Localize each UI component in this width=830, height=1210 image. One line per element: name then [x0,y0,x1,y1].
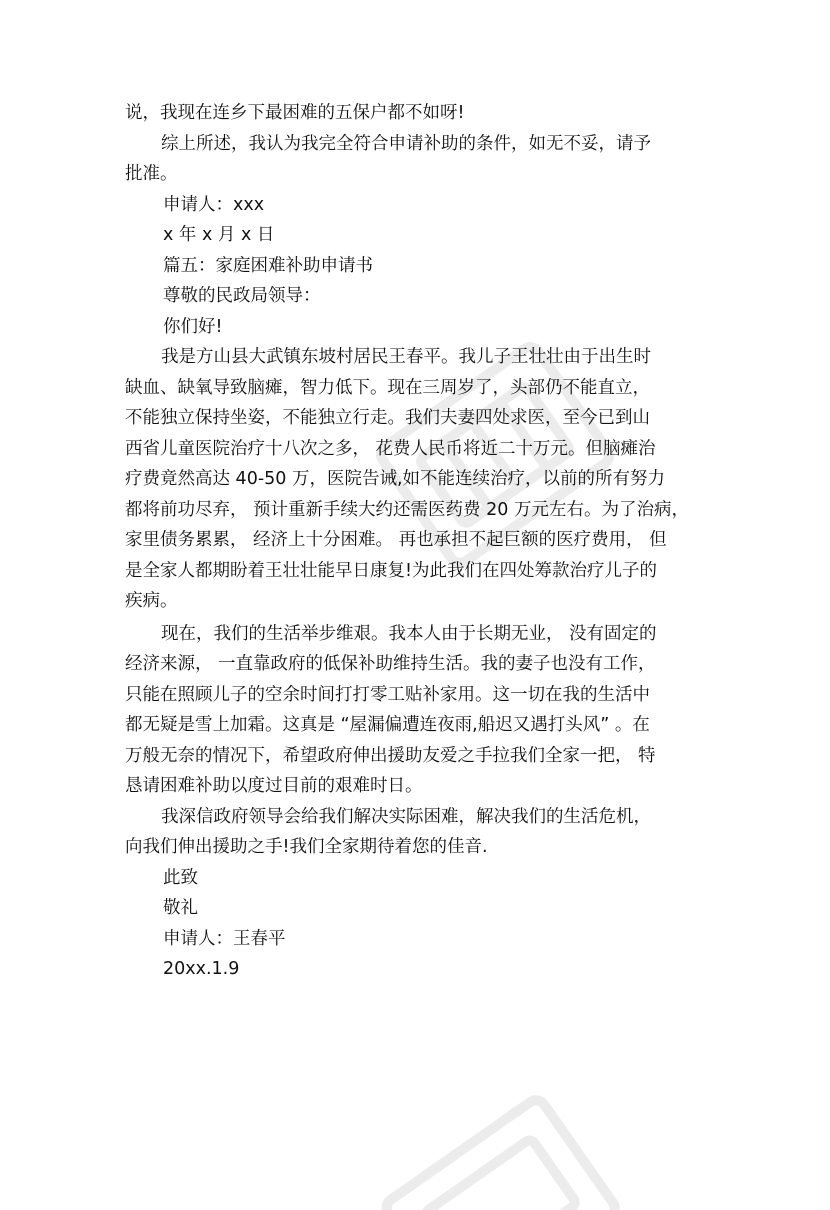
text-line: 经济来源， 一直靠政府的低保补助维持生活。我的妻子也没有工作， [125,654,656,674]
salutation: 尊敬的民政局领导： [163,286,321,306]
text-line: 说，我现在连乡下最困难的五保户都不如呀! [125,103,465,123]
text-line: 是全家人都期盼着王壮壮能早日康复!为此我们在四处筹款治疗儿子的 [125,560,658,581]
text-line: 只能在照顾儿子的空余时间打打零工贴补家用。这一切在我的生活中 [125,684,650,705]
section-title: 篇五：家庭困难补助申请书 [163,255,373,276]
document-body [125,98,705,985]
text-line: 缺血、缺氧导致脑瘫，智力低下。现在三周岁了，头部仍不能直立， [125,377,650,398]
text-line: 恳请困难补助以度过目前的艰难时日。 [125,776,423,796]
text-line: 我是方山县大武镇东坡村居民王春平。我儿子王壮壮由于出生时 [161,347,651,367]
text-line: 我深信政府领导会给我们解决实际困难，解决我们的生活危机， [161,806,651,827]
text-line: 都将前功尽弃， 预计重新手续大约还需医药费 20 万元左右。为了治病， [125,499,689,520]
date-line: x 年 x 月 x 日 [163,225,275,245]
text-line: 向我们伸出援助之手!我们全家期待着您的佳音. [125,837,488,857]
text-line: 现在，我们的生活举步维艰。我本人由于长期无业， 没有固定的 [161,623,657,644]
text-line: 疾病。 [125,591,178,611]
greeting: 你们好! [163,316,223,337]
text-line: 家里债务累累， 经济上十分困难。 再也承担不起巨额的医疗费用， 但 [125,530,667,550]
text-line: 批准。 [125,164,178,184]
text-line: 万般无奈的情况下，希望政府伸出援助友爱之手拉我们全家一把， 特 [125,745,656,766]
closing-line: 此致 [163,867,198,888]
closing-line: 敬礼 [163,898,198,918]
watermark-logo-bottom-icon [330,1080,660,1210]
text-line: 不能独立保持坐姿，不能独立行走。我们夫妻四处求医，至今已到山 [125,408,650,428]
signature-date: 20xx.1.9 [163,959,240,979]
text-line: 综上所述，我认为我完全符合申请补助的条件，如无不妥，请予 [161,133,651,154]
applicant-line: 申请人：xxx [163,194,265,215]
signature-line: 申请人：王春平 [163,928,286,949]
text-line: 都无疑是雪上加霜。这真是 “屋漏偏遭连夜雨,船迟又遇打头风” 。在 [125,715,650,735]
text-line: 西省儿童医院治疗十八次之多， 花费人民币将近二十万元。但脑瘫治 [125,438,656,459]
text-line: 疗费竟然高达 40-50 万，医院告诫,如不能连续治疗，以前的所有努力 [125,469,666,489]
